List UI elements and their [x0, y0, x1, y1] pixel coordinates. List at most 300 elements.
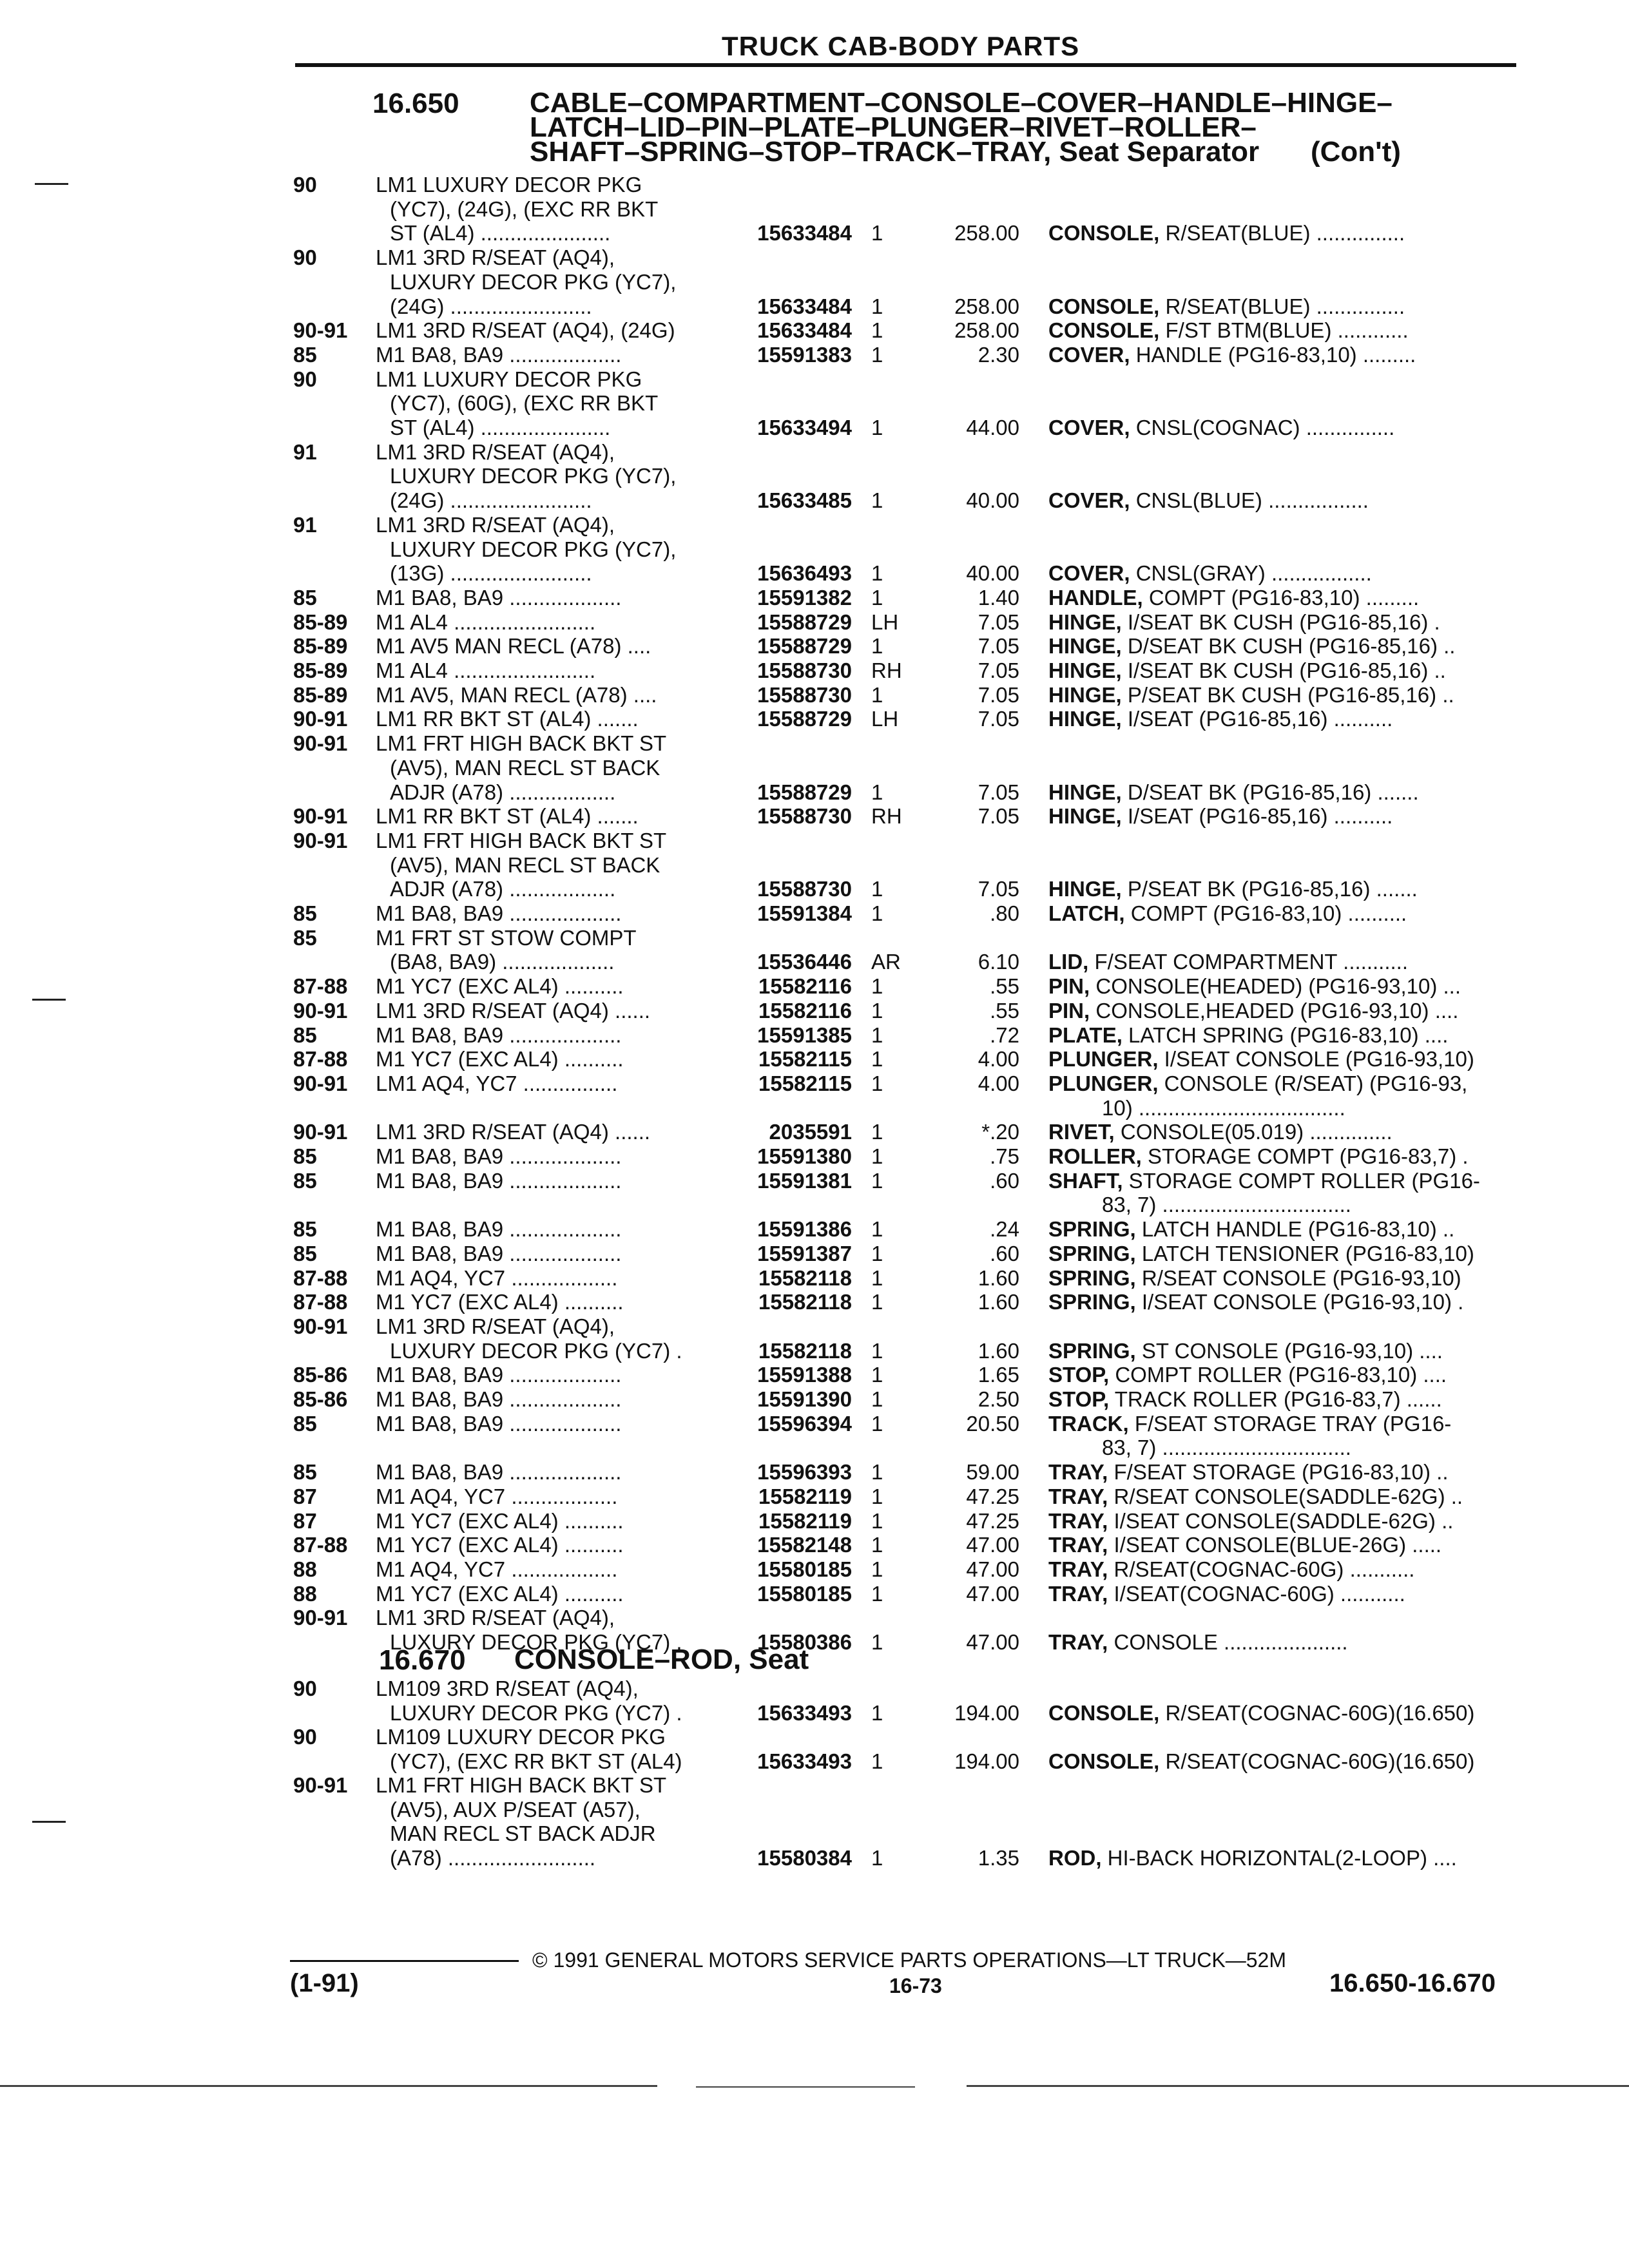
- quantity: 1: [871, 1387, 883, 1411]
- usage-description: M1 BA8, BA9 ...................: [376, 1460, 622, 1485]
- usage-description: (24G) ........................: [390, 488, 592, 513]
- list-item: [0, 853, 1629, 878]
- part-number: 15633493: [757, 1749, 852, 1773]
- model-year: 87-88: [293, 974, 348, 999]
- price: 1.40: [978, 585, 1019, 610]
- usage-description: LM1 RR BKT ST (AL4) .......: [376, 804, 639, 829]
- list-item: [0, 537, 1629, 562]
- model-year: 91: [293, 512, 317, 537]
- quantity: 1: [871, 1460, 883, 1485]
- part-name-noun: HINGE,: [1048, 658, 1122, 682]
- part-number: 15591380: [757, 1144, 852, 1168]
- usage-description: M1 YC7 (EXC AL4) ..........: [376, 1533, 624, 1557]
- list-item: [0, 245, 1629, 270]
- part-name-noun: PLUNGER,: [1048, 1047, 1159, 1072]
- model-year: 85: [293, 1168, 317, 1193]
- part-name-noun: STOP,: [1048, 1387, 1110, 1411]
- part-name-noun: CONSOLE,: [1048, 1700, 1160, 1725]
- part-name-continuation: 83, 7) ................................: [1102, 1193, 1351, 1217]
- usage-description: (YC7), (24G), (EXC RR BKT: [390, 197, 659, 221]
- part-number: 15588730: [757, 658, 852, 682]
- part-number: 15580386: [757, 1630, 852, 1654]
- part-name-detail: HI-BACK HORIZONTAL(2-LOOP) ....: [1101, 1845, 1457, 1870]
- list-item: [0, 1533, 1629, 1557]
- usage-description: M1 YC7 (EXC AL4) ..........: [376, 974, 624, 999]
- part-number: 15536446: [757, 950, 852, 974]
- usage-description: LM1 3RD R/SEAT (AQ4),: [376, 245, 615, 270]
- usage-description: LM109 3RD R/SEAT (AQ4),: [376, 1677, 639, 1700]
- list-item: [0, 1242, 1629, 1266]
- part-number: 2035591: [769, 1120, 852, 1144]
- part-name-detail: ST CONSOLE (PG16-93,10) ....: [1135, 1338, 1443, 1363]
- model-year: 87-88: [293, 1290, 348, 1314]
- list-item: [0, 1290, 1629, 1314]
- usage-description: M1 BA8, BA9 ...................: [376, 342, 622, 367]
- list-item: [0, 1314, 1629, 1339]
- quantity: 1: [871, 1700, 883, 1725]
- usage-description: LM1 3RD R/SEAT (AQ4) ......: [376, 998, 651, 1023]
- part-number: 15588729: [757, 610, 852, 634]
- usage-description: (YC7), (60G), (EXC RR BKT: [390, 391, 659, 416]
- list-item: [0, 1096, 1629, 1120]
- part-name-detail: I/SEAT CONSOLE (PG16-93,10) .: [1135, 1290, 1464, 1314]
- list-item: [0, 1023, 1629, 1048]
- quantity: 1: [871, 561, 883, 586]
- list-item: [0, 1193, 1629, 1217]
- quantity: LH: [871, 707, 899, 731]
- part-name-noun: STOP,: [1048, 1363, 1110, 1387]
- part-number: 15633493: [757, 1700, 852, 1725]
- part-name-noun: HINGE,: [1048, 877, 1122, 901]
- quantity: 1: [871, 1484, 883, 1508]
- part-name-detail: STORAGE COMPT (PG16-83,7) .: [1141, 1144, 1469, 1168]
- usage-description: (BA8, BA9) ...................: [390, 950, 615, 974]
- part-name-noun: COVER,: [1048, 561, 1130, 586]
- part-number: 15596394: [757, 1411, 852, 1436]
- list-item: [0, 610, 1629, 635]
- list-item: [0, 1460, 1629, 1485]
- part-number: 15588730: [757, 682, 852, 707]
- list-item: [0, 343, 1629, 367]
- usage-description: M1 YC7 (EXC AL4) ..........: [376, 1508, 624, 1533]
- list-item: [0, 294, 1629, 319]
- model-year: 90: [293, 1725, 317, 1749]
- model-year: 90-91: [293, 707, 348, 731]
- part-name-noun: HANDLE,: [1048, 585, 1143, 610]
- part-name-continuation: 83, 7) ................................: [1102, 1436, 1351, 1460]
- model-year: 90-91: [293, 1071, 348, 1095]
- price: 194.00: [954, 1700, 1019, 1725]
- usage-description: M1 YC7 (EXC AL4) ..........: [376, 1581, 624, 1606]
- model-year: 87-88: [293, 1265, 348, 1290]
- usage-description: ADJR (A78) ..................: [390, 780, 616, 804]
- part-name-noun: HINGE,: [1048, 610, 1122, 634]
- price: 2.30: [978, 342, 1019, 367]
- list-item: [0, 1072, 1629, 1096]
- quantity: 1: [871, 318, 883, 343]
- part-number: 15588729: [757, 707, 852, 731]
- part-name-noun: SPRING,: [1048, 1290, 1136, 1314]
- quantity: 1: [871, 1749, 883, 1773]
- part-name-noun: SPRING,: [1048, 1338, 1136, 1363]
- usage-description: M1 BA8, BA9 ...................: [376, 1217, 622, 1242]
- list-item: [0, 391, 1629, 416]
- part-name-detail: I/SEAT BK CUSH (PG16-85,16) .: [1121, 610, 1440, 634]
- part-number: 15580384: [757, 1845, 852, 1870]
- list-item: [0, 1266, 1629, 1291]
- part-name-noun: PLUNGER,: [1048, 1071, 1159, 1095]
- price: .80: [990, 901, 1019, 925]
- usage-description: LM1 FRT HIGH BACK BKT ST: [376, 1773, 667, 1797]
- part-name-detail: COMPT (PG16-83,10) ..........: [1124, 901, 1407, 925]
- quantity: 1: [871, 1845, 883, 1870]
- quantity: 1: [871, 1023, 883, 1047]
- usage-description: M1 YC7 (EXC AL4) ..........: [376, 1047, 624, 1072]
- quantity: LH: [871, 610, 899, 634]
- scan-rule-right: [967, 2085, 1629, 2087]
- usage-description: M1 BA8, BA9 ...................: [376, 585, 622, 610]
- quantity: 1: [871, 1168, 883, 1193]
- price: 7.05: [978, 780, 1019, 804]
- part-name-noun: HINGE,: [1048, 634, 1122, 658]
- usage-description: M1 AL4 ........................: [376, 658, 596, 682]
- model-year: 85: [293, 1460, 317, 1485]
- part-name-noun: RIVET,: [1048, 1120, 1115, 1144]
- list-item: [0, 270, 1629, 294]
- quantity: AR: [871, 950, 901, 974]
- footer-rule: [290, 1960, 519, 1962]
- quantity: 1: [871, 488, 883, 513]
- part-name-detail: R/SEAT CONSOLE (PG16-93,10): [1135, 1265, 1461, 1290]
- usage-description: LUXURY DECOR PKG (YC7),: [390, 269, 677, 294]
- quantity: 1: [871, 1144, 883, 1168]
- part-name: [1048, 1144, 1469, 1169]
- part-number: 15591382: [757, 585, 852, 610]
- usage-description: ADJR (A78) ..................: [390, 877, 616, 901]
- list-item: [0, 780, 1629, 805]
- part-number: 15633484: [757, 318, 852, 343]
- list-item: [0, 1339, 1629, 1363]
- part-name-noun: TRAY,: [1048, 1484, 1108, 1508]
- section-title-line-1: CABLE–COMPARTMENT–CONSOLE–COVER–HANDLE–HINGE–: [530, 87, 1393, 119]
- part-number: 15582119: [758, 1508, 852, 1533]
- usage-description: M1 BA8, BA9 ...................: [376, 1387, 622, 1411]
- part-number: 15588730: [757, 804, 852, 829]
- model-year: 85: [293, 1241, 317, 1265]
- quantity: 1: [871, 221, 883, 245]
- part-name-noun: CONSOLE,: [1048, 221, 1160, 245]
- part-name-detail: R/SEAT(COGNAC-60G)(16.650): [1159, 1749, 1475, 1773]
- model-year: 90-91: [293, 318, 348, 343]
- usage-description: M1 AQ4, YC7 ..................: [376, 1265, 618, 1290]
- part-name-noun: PIN,: [1048, 974, 1090, 999]
- list-item: [0, 1509, 1629, 1533]
- list-item: [0, 1725, 1629, 1749]
- model-year: 88: [293, 1581, 317, 1606]
- part-name: [1048, 1047, 1474, 1072]
- list-item: [0, 1144, 1629, 1169]
- part-name: [1048, 1072, 1467, 1096]
- model-year: 90: [293, 173, 317, 197]
- list-item: [0, 1749, 1629, 1774]
- price: 7.05: [978, 658, 1019, 682]
- model-year: 85: [293, 1411, 317, 1436]
- part-number: 15633494: [757, 416, 852, 439]
- list-item: [0, 1412, 1629, 1436]
- model-year: 85-89: [293, 682, 348, 707]
- model-year: 90-91: [293, 804, 348, 829]
- usage-description: LUXURY DECOR PKG (YC7) .: [390, 1338, 682, 1363]
- usage-description: (24G) ........................: [390, 294, 592, 318]
- usage-description: ST (AL4) ......................: [390, 221, 611, 245]
- part-name: [1048, 221, 1405, 245]
- part-name-detail: F/ST BTM(BLUE) ............: [1159, 318, 1409, 343]
- part-number: 15633484: [757, 294, 852, 318]
- part-number: 15582116: [758, 974, 852, 999]
- model-year: 87-88: [293, 1533, 348, 1557]
- part-name-noun: SPRING,: [1048, 1241, 1136, 1265]
- usage-description: M1 BA8, BA9 ...................: [376, 1168, 622, 1193]
- part-name-noun: LID,: [1048, 950, 1089, 974]
- quantity: 1: [871, 877, 883, 901]
- price: 4.00: [978, 1047, 1019, 1072]
- part-name-detail: CNSL(GRAY) .................: [1130, 561, 1372, 586]
- section-title-line-3: SHAFT–SPRING–STOP–TRACK–TRAY, Seat Separator: [530, 136, 1260, 168]
- part-name-detail: I/SEAT CONSOLE(BLUE-26G) .....: [1108, 1533, 1442, 1557]
- usage-description: (A78) .........................: [390, 1845, 596, 1870]
- price: 258.00: [954, 294, 1019, 318]
- margin-mark: [32, 999, 66, 1001]
- quantity: 1: [871, 1630, 883, 1654]
- part-name-noun: TRAY,: [1048, 1630, 1108, 1654]
- part-number: 15591383: [757, 342, 852, 367]
- section-title-2: CONSOLE–ROD, Seat: [514, 1644, 809, 1675]
- price: 47.25: [966, 1484, 1019, 1508]
- model-year: 90-91: [293, 1773, 348, 1797]
- price: 7.05: [978, 634, 1019, 658]
- part-name: [1048, 683, 1454, 707]
- quantity: 1: [871, 1363, 883, 1387]
- list-item: [0, 221, 1629, 245]
- price: 20.50: [966, 1411, 1019, 1436]
- price: 44.00: [966, 416, 1019, 439]
- model-year: 90-91: [293, 998, 348, 1023]
- usage-description: LM109 LUXURY DECOR PKG: [376, 1725, 666, 1749]
- part-number: 15633484: [757, 221, 852, 245]
- list-item: [0, 974, 1629, 999]
- part-name-noun: SHAFT,: [1048, 1168, 1123, 1193]
- section-continued: (Con't): [1311, 136, 1401, 168]
- usage-description: LM1 AQ4, YC7 ................: [376, 1071, 618, 1095]
- list-item: [0, 318, 1629, 343]
- part-name-detail: I/SEAT(COGNAC-60G) ...........: [1108, 1581, 1405, 1606]
- usage-description: LUXURY DECOR PKG (YC7),: [390, 464, 677, 488]
- part-name-noun: HINGE,: [1048, 780, 1122, 804]
- part-name-detail: F/SEAT STORAGE (PG16-83,10) ..: [1108, 1460, 1449, 1485]
- header-rule: [295, 63, 1516, 67]
- part-name: [1048, 1169, 1480, 1193]
- list-item: [0, 731, 1629, 756]
- usage-description: LM1 3RD R/SEAT (AQ4) ......: [376, 1120, 651, 1144]
- quantity: 1: [871, 1071, 883, 1095]
- usage-description: LUXURY DECOR PKG (YC7),: [390, 537, 677, 561]
- part-name-detail: F/SEAT STORAGE TRAY (PG16-: [1128, 1411, 1452, 1436]
- part-name-noun: COVER,: [1048, 488, 1130, 513]
- part-number: 15580185: [757, 1581, 852, 1606]
- usage-description: LM1 3RD R/SEAT (AQ4),: [376, 1606, 615, 1630]
- list-item: [0, 1630, 1629, 1655]
- part-name-continuation: 10) ...................................: [1102, 1095, 1345, 1120]
- model-year: 90-91: [293, 731, 348, 756]
- price: .75: [990, 1144, 1019, 1168]
- part-name: [1048, 999, 1458, 1023]
- part-name: [1048, 1363, 1447, 1387]
- model-year: 88: [293, 1557, 317, 1581]
- part-name: [1048, 780, 1419, 805]
- usage-description: LM1 LUXURY DECOR PKG: [376, 367, 642, 391]
- list-item: [0, 1821, 1629, 1846]
- price: 1.65: [978, 1363, 1019, 1387]
- usage-description: M1 BA8, BA9 ...................: [376, 1144, 622, 1168]
- quantity: 1: [871, 998, 883, 1023]
- part-name-noun: HINGE,: [1048, 707, 1122, 731]
- price: .60: [990, 1241, 1019, 1265]
- quantity: 1: [871, 634, 883, 658]
- price: 258.00: [954, 221, 1019, 245]
- part-number: 15588729: [757, 780, 852, 804]
- usage-description: (AV5), AUX P/SEAT (A57),: [390, 1797, 641, 1821]
- usage-description: LM1 3RD R/SEAT (AQ4),: [376, 512, 615, 537]
- list-item: [0, 1047, 1629, 1072]
- part-name-noun: CONSOLE,: [1048, 318, 1160, 343]
- part-name-noun: CONSOLE,: [1048, 294, 1160, 318]
- quantity: 1: [871, 1338, 883, 1363]
- margin-mark: [35, 183, 68, 185]
- part-name: [1048, 1339, 1443, 1363]
- part-name: [1048, 1557, 1414, 1582]
- part-name-noun: LATCH,: [1048, 901, 1125, 925]
- price: 1.60: [978, 1290, 1019, 1314]
- usage-description: M1 AQ4, YC7 ..................: [376, 1484, 618, 1508]
- part-name: [1048, 804, 1393, 829]
- model-year: 91: [293, 439, 317, 464]
- list-item: [0, 658, 1629, 683]
- part-name-noun: ROLLER,: [1048, 1144, 1142, 1168]
- list-item: [0, 173, 1629, 197]
- list-item: [0, 513, 1629, 537]
- price: .55: [990, 998, 1019, 1023]
- price: 6.10: [978, 950, 1019, 974]
- quantity: RH: [871, 804, 902, 829]
- part-name-detail: R/SEAT(BLUE) ...............: [1159, 294, 1405, 318]
- part-number: 15591381: [757, 1168, 852, 1193]
- price: 7.05: [978, 707, 1019, 731]
- list-item: [0, 416, 1629, 440]
- usage-description: M1 YC7 (EXC AL4) ..........: [376, 1290, 624, 1314]
- quantity: 1: [871, 1533, 883, 1557]
- list-item: [0, 756, 1629, 780]
- usage-description: LUXURY DECOR PKG (YC7) .: [390, 1630, 682, 1654]
- part-name: [1048, 974, 1461, 999]
- part-name-noun: CONSOLE,: [1048, 1749, 1160, 1773]
- part-number: 15582148: [757, 1533, 852, 1557]
- price: 1.60: [978, 1265, 1019, 1290]
- part-name: [1048, 901, 1407, 926]
- part-name-detail: CONSOLE(HEADED) (PG16-93,10) ...: [1090, 974, 1461, 999]
- scan-rule-left: [0, 2085, 657, 2087]
- footer-section-range: 16.650-16.670: [1329, 1969, 1496, 1997]
- part-name: [1048, 294, 1405, 319]
- part-number: 15582118: [758, 1265, 852, 1290]
- list-item: [0, 707, 1629, 731]
- quantity: 1: [871, 1581, 883, 1606]
- part-name: [1048, 1266, 1461, 1291]
- model-year: 85: [293, 585, 317, 610]
- part-name-noun: HINGE,: [1048, 682, 1122, 707]
- price: .60: [990, 1168, 1019, 1193]
- price: 1.60: [978, 1338, 1019, 1363]
- part-number: 15582115: [758, 1071, 852, 1095]
- usage-description: LM1 LUXURY DECOR PKG: [376, 173, 642, 197]
- usage-description: LM1 3RD R/SEAT (AQ4), (24G): [376, 318, 675, 343]
- list-item: [0, 1798, 1629, 1822]
- quantity: 1: [871, 1265, 883, 1290]
- part-name-detail: R/SEAT(COGNAC-60G) ...........: [1108, 1557, 1415, 1581]
- usage-description: M1 BA8, BA9 ...................: [376, 901, 622, 925]
- part-number: 15596393: [757, 1460, 852, 1485]
- part-name-detail: TRACK ROLLER (PG16-83,7) ......: [1109, 1387, 1442, 1411]
- model-year: 87-88: [293, 1047, 348, 1072]
- part-name: [1048, 1630, 1348, 1655]
- list-item: [0, 1606, 1629, 1630]
- part-number: 15588730: [757, 877, 852, 901]
- price: 47.00: [966, 1557, 1019, 1581]
- quantity: 1: [871, 416, 883, 439]
- part-name-detail: CNSL(BLUE) .................: [1130, 488, 1369, 513]
- usage-description: LM1 FRT HIGH BACK BKT ST: [376, 828, 667, 852]
- page-title: TRUCK CAB-BODY PARTS: [722, 31, 1080, 61]
- list-item: [0, 197, 1629, 222]
- list-item: [0, 877, 1629, 901]
- part-name: [1048, 1533, 1441, 1557]
- model-year: 90: [293, 367, 317, 391]
- usage-description: M1 AV5, MAN RECL (A78) ....: [376, 682, 657, 707]
- part-name: [1048, 1701, 1474, 1725]
- part-name-noun: SPRING,: [1048, 1265, 1136, 1290]
- section-title-line-2: LATCH–LID–PIN–PLATE–PLUNGER–RIVET–ROLLER–: [530, 111, 1257, 143]
- model-year: 85-89: [293, 634, 348, 658]
- price: .24: [990, 1217, 1019, 1242]
- usage-description: M1 BA8, BA9 ...................: [376, 1411, 622, 1436]
- quantity: 1: [871, 294, 883, 318]
- part-name-detail: I/SEAT CONSOLE (PG16-93,10): [1158, 1047, 1474, 1072]
- model-year: 90: [293, 1677, 317, 1700]
- part-name-detail: LATCH TENSIONER (PG16-83,10): [1135, 1241, 1474, 1265]
- part-name-detail: P/SEAT BK CUSH (PG16-85,16) ..: [1121, 682, 1454, 707]
- part-name-noun: TRAY,: [1048, 1508, 1108, 1533]
- price: 258.00: [954, 318, 1019, 343]
- model-year: 85-86: [293, 1363, 348, 1387]
- part-name-noun: ROD,: [1048, 1845, 1102, 1870]
- list-item: [0, 1773, 1629, 1798]
- list-item: [0, 804, 1629, 829]
- list-item: [0, 950, 1629, 974]
- part-name-detail: LATCH SPRING (PG16-83,10) ....: [1122, 1023, 1449, 1047]
- part-number: 15582119: [758, 1484, 852, 1508]
- part-name-detail: HANDLE (PG16-83,10) .........: [1130, 342, 1416, 367]
- quantity: RH: [871, 658, 902, 682]
- price: 2.50: [978, 1387, 1019, 1411]
